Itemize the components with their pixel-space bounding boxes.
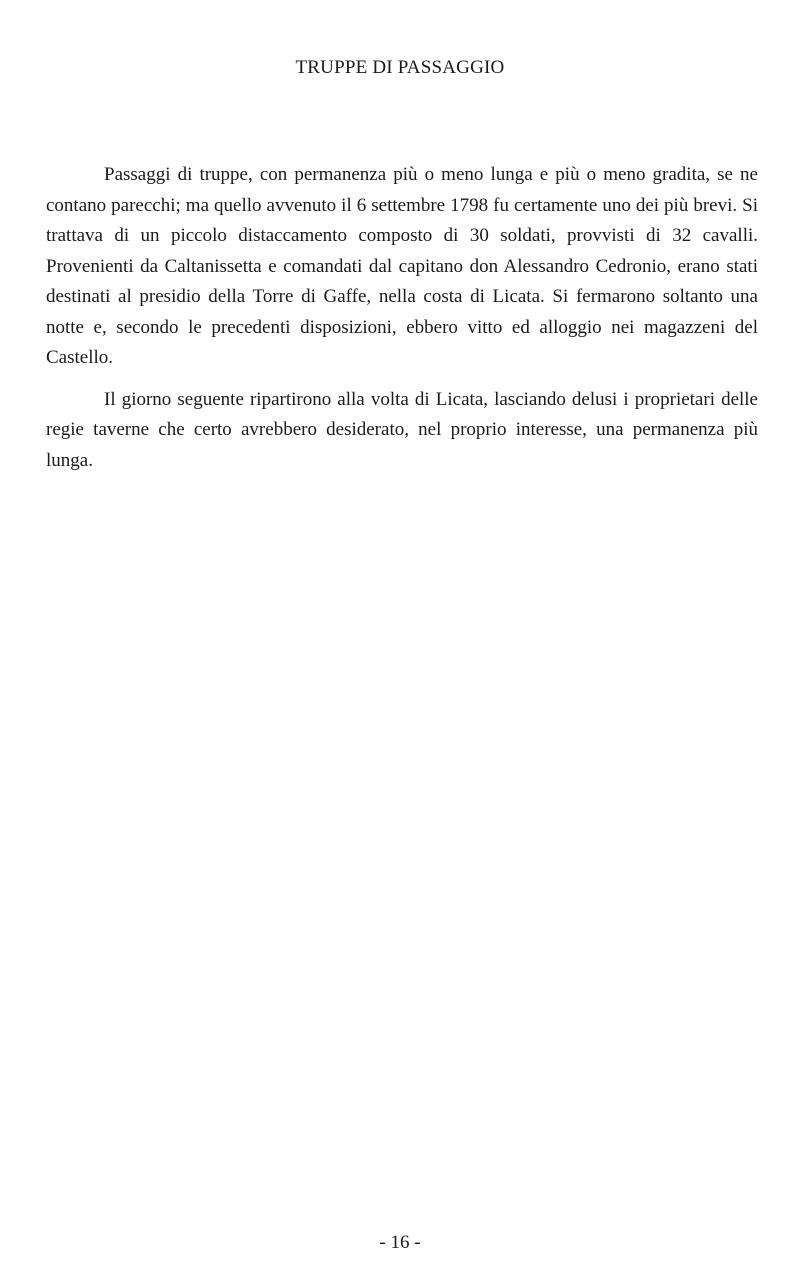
page-number: - 16 -	[379, 1232, 421, 1253]
chapter-title: TRUPPE DI PASSAGGIO	[295, 57, 505, 78]
paragraph-1: Passaggi di truppe, con permanenza più o meno lunga e più o meno gradita, se ne contano parecchi; ma quello avvenuto il 6 settembre 1798 fu certamente uno dei più brevi. Si trattava di un piccolo distaccamento composto di 30 soldati, provvisti di 32 cavalli. Provenienti da Caltanissetta e comandati dal capitano don Alessandro Cedronio, erano stati destinati al presidio della Torre di Gaffe, nella costa di Licata. Si fermarono soltanto una notte e, secondo le precedenti disposizioni, ebbero vitto ed alloggio nei magazzeni del Castello.	[46, 164, 758, 368]
body-text	[46, 160, 758, 487]
paragraph-2: Il giorno seguente ripartirono alla volta di Licata, lasciando delusi i proprietari delle regie taverne che certo avrebbero desiderato, nel proprio interesse, una permanenza più lunga.	[46, 388, 758, 471]
